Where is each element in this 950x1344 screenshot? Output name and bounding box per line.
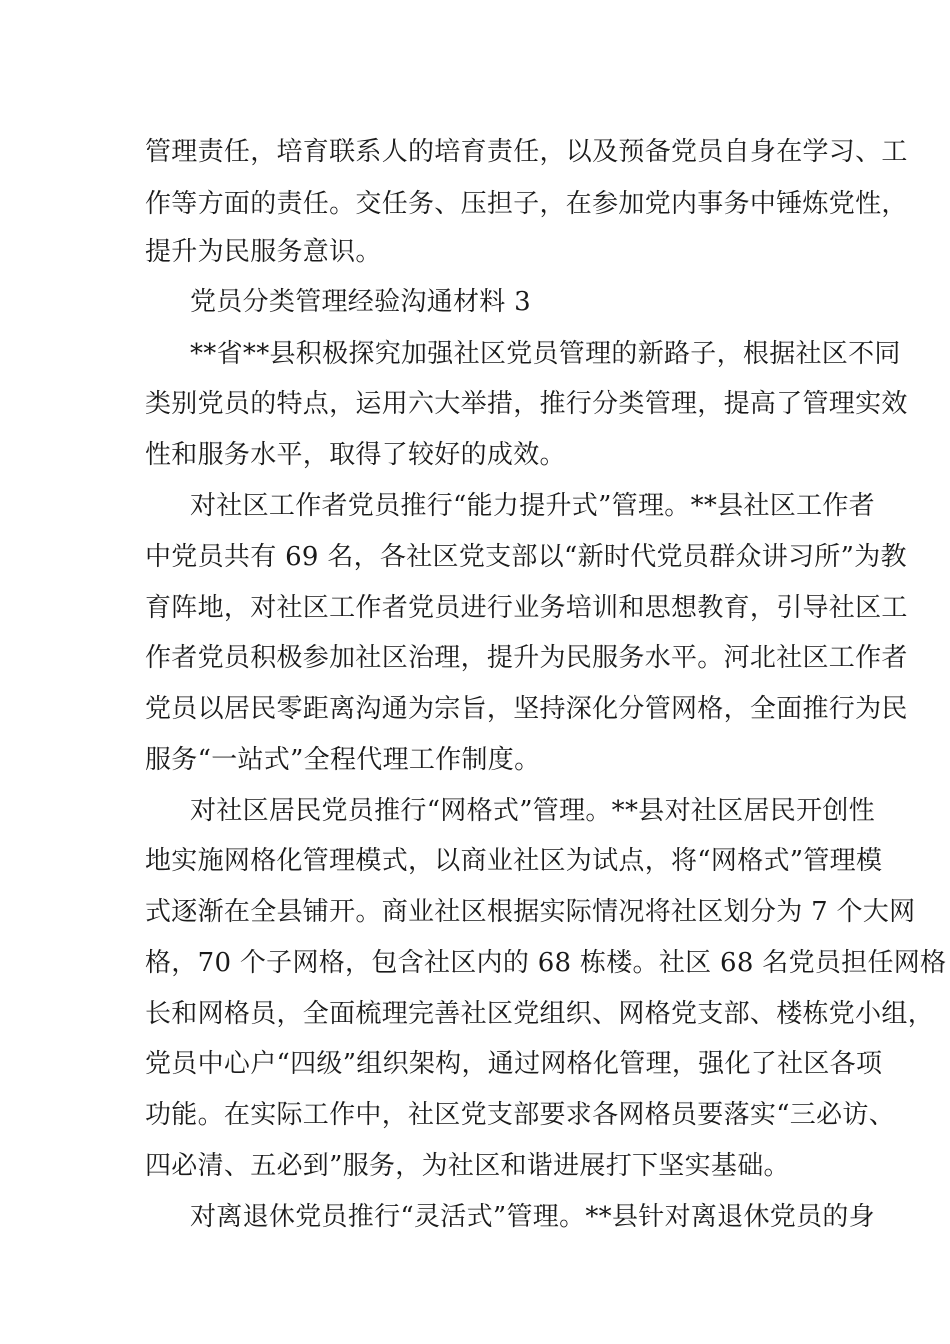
text-line: 长和网格员，全面梳理完善社区党组织、网格党支部、楼栋党小组， [145,999,935,1029]
text-line: **省**县积极探究加强社区党员管理的新路子，根据社区不同 [190,339,901,369]
text-line: 育阵地，对社区工作者党员进行业务培训和思想教育，引导社区工 [145,593,908,623]
text-line: 功能。在实际工作中，社区党支部要求各网格员要落实“三必访、 [145,1100,895,1130]
text-line: 党员以居民零距离沟通为宗旨，坚持深化分管网格，全面推行为民 [145,694,908,724]
text-line: 对社区工作者党员推行“能力提升式”管理。**县社区工作者 [190,491,875,521]
text-line: 类别党员的特点，运用六大举措，推行分类管理，提高了管理实效 [145,389,908,419]
text-line: 对离退休党员推行“灵活式”管理。**县针对离退休党员的身 [190,1202,875,1232]
text-line: 格，70 个子网格，包含社区内的 68 栋楼。社区 68 名党员担任网格 [145,948,947,978]
text-line: 提升为民服务意识。 [145,237,382,267]
text-line: 式逐渐在全县铺开。商业社区根据实际情况将社区划分为 7 个大网 [145,897,916,927]
text-line: 对社区居民党员推行“网格式”管理。**县对社区居民开创性 [190,796,875,826]
text-line: 地实施网格化管理模式，以商业社区为试点，将“网格式”管理模 [145,846,883,876]
text-line: 四必清、五必到”服务，为社区和谐进展打下坚实基础。 [145,1151,790,1181]
text-line: 党员中心户“四级”组织架构，通过网格化管理，强化了社区各项 [145,1049,883,1079]
text-line: 作等方面的责任。交任务、压担子，在参加党内事务中锤炼党性， [145,189,908,219]
text-line: 性和服务水平，取得了较好的成效。 [145,440,566,470]
text-line: 作者党员积极参加社区治理，提升为民服务水平。河北社区工作者 [145,643,908,673]
section-heading: 党员分类管理经验沟通材料 3 [190,287,532,317]
text-line: 中党员共有 69 名，各社区党支部以“新时代党员群众讲习所”为教 [145,542,907,572]
text-line: 管理责任，培育联系人的培育责任，以及预备党员自身在学习、工 [145,137,908,167]
text-line: 服务“一站式”全程代理工作制度。 [145,745,541,775]
